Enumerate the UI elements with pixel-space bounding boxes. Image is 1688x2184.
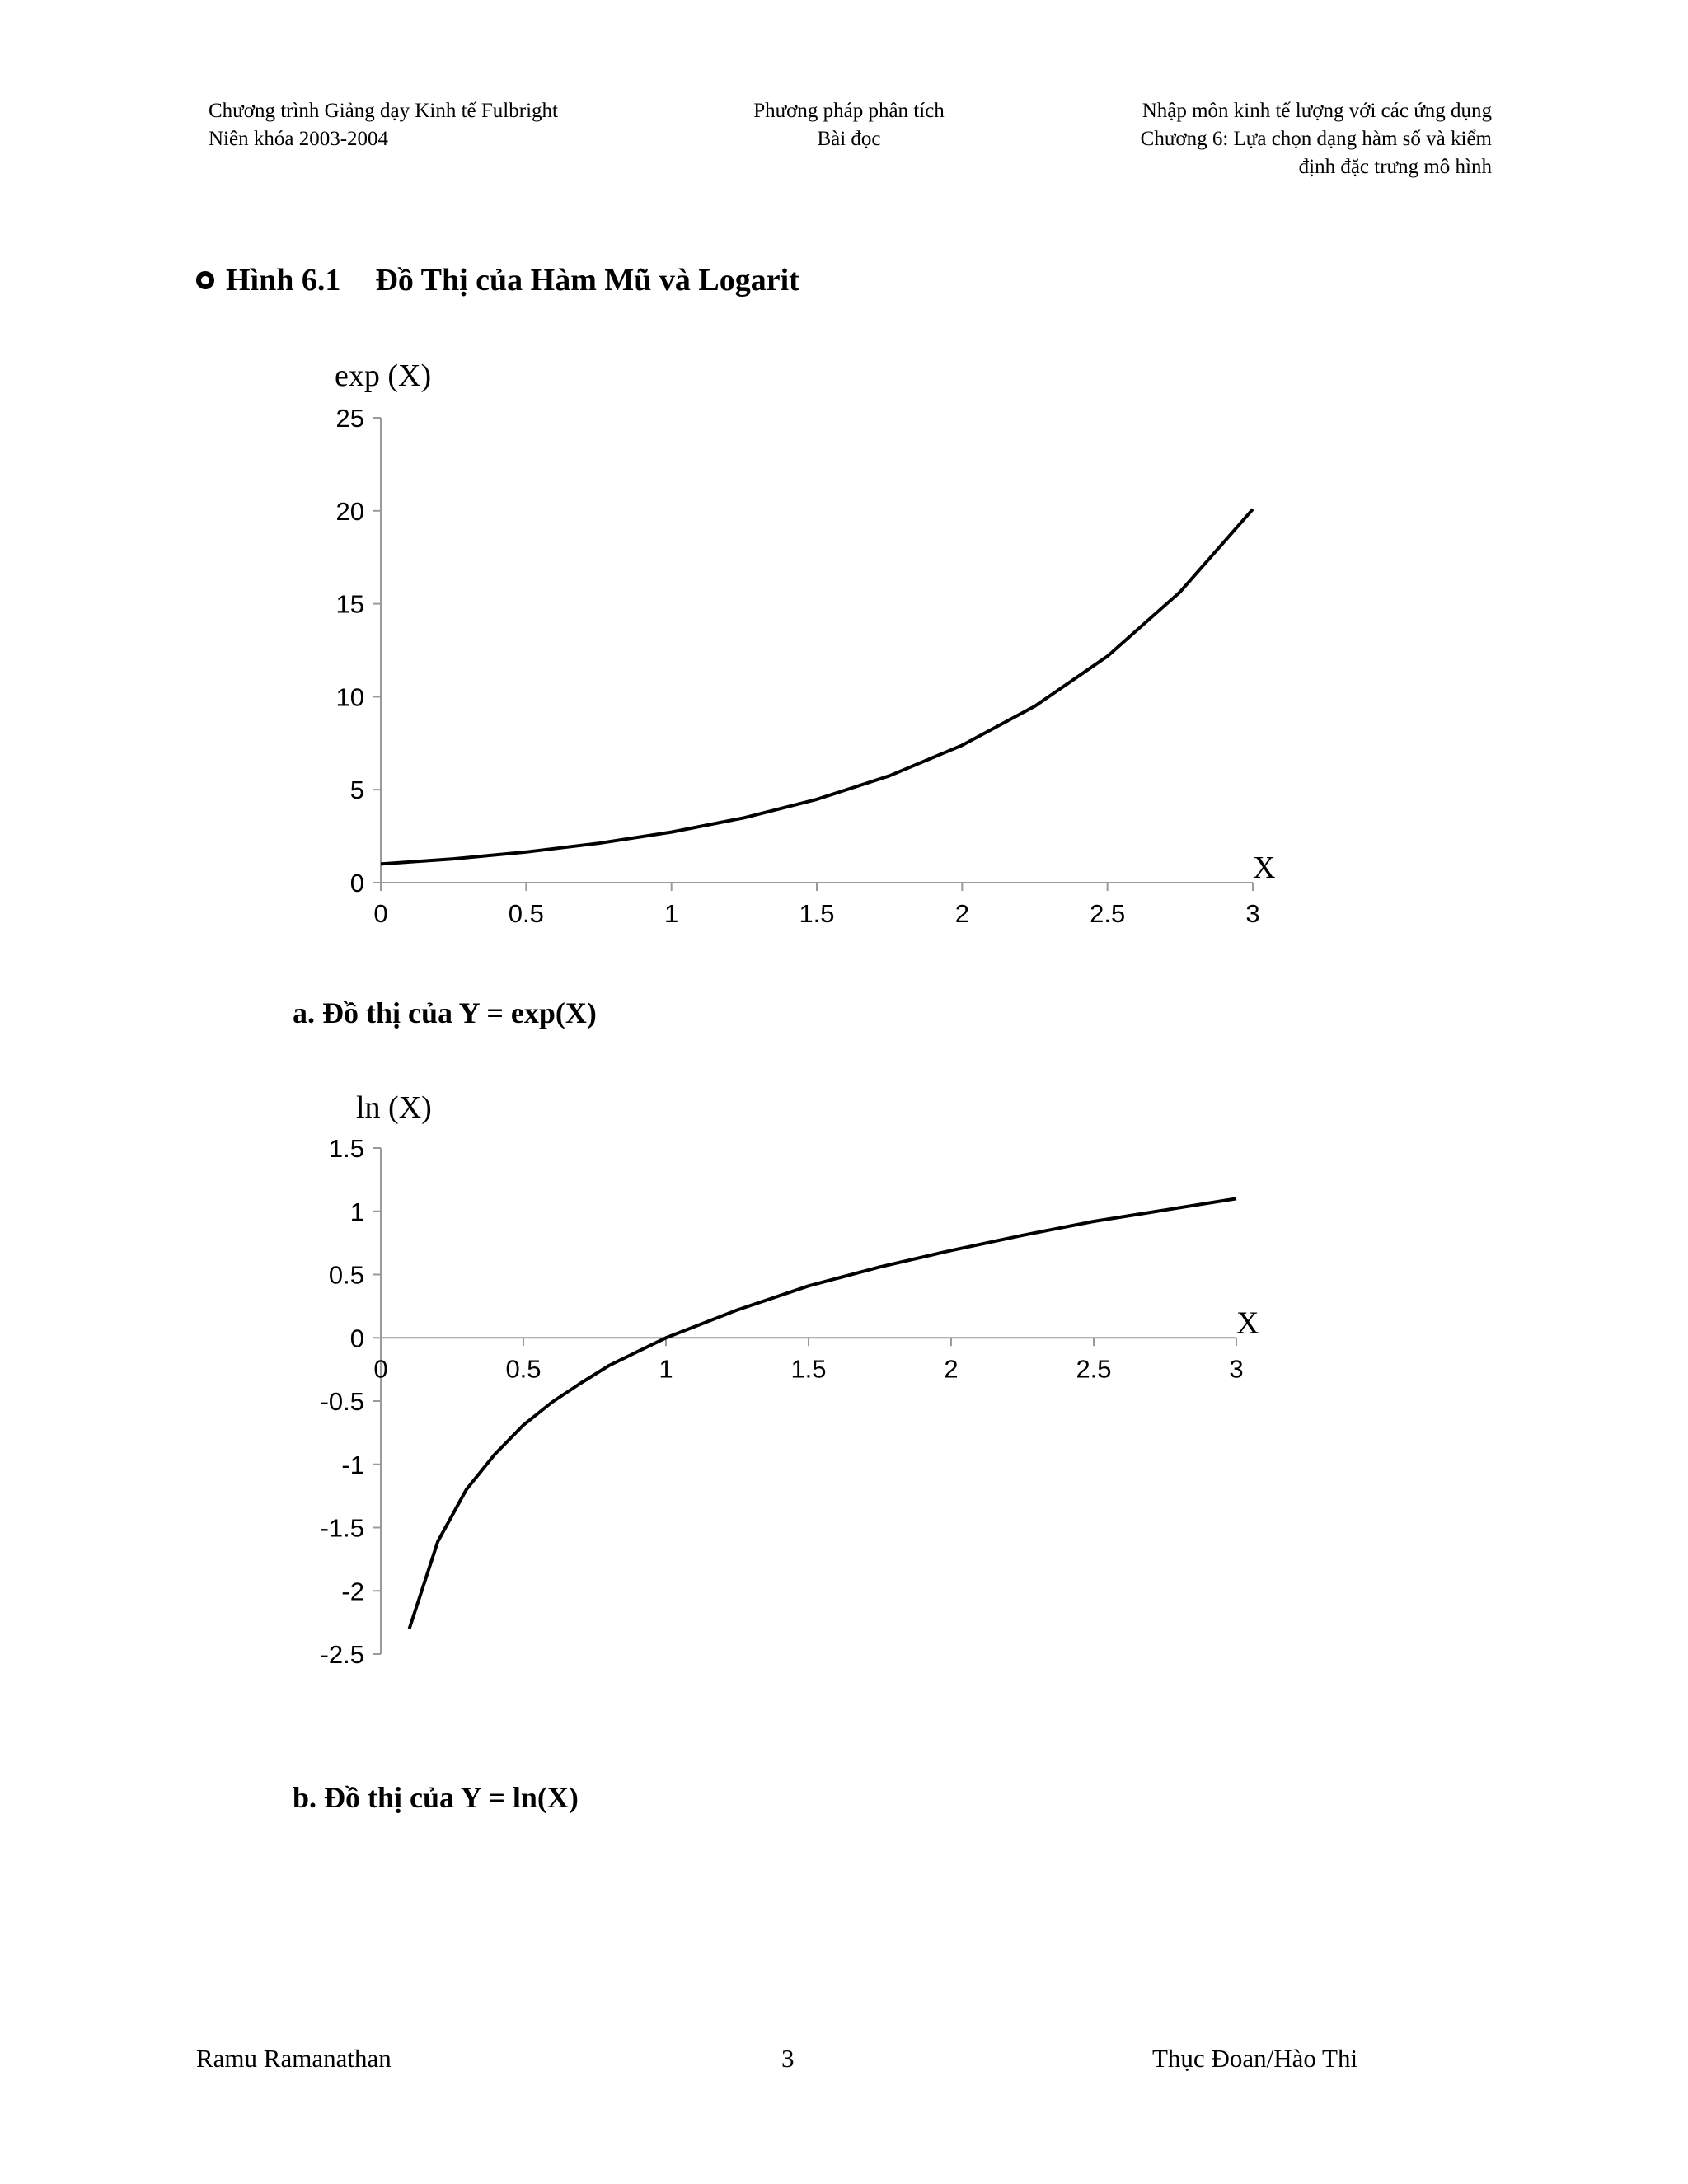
exp-x-tick-label: 1.5 bbox=[799, 899, 835, 928]
exp-x-tick-label: 0.5 bbox=[508, 899, 544, 928]
header-right bbox=[1141, 97, 1492, 181]
ln-x-tick-label: 3 bbox=[1229, 1354, 1244, 1384]
header-reading: Bài đọc bbox=[817, 128, 881, 150]
header-center bbox=[709, 97, 989, 153]
ln-x-tick-label: 2.5 bbox=[1076, 1354, 1112, 1384]
exp-y-tick-label: 20 bbox=[335, 496, 364, 526]
figure-number: Hình 6.1 bbox=[226, 263, 341, 298]
header-chapter-cont: định đặc trưng mô hình bbox=[1298, 156, 1492, 178]
header-program: Chương trình Giảng dạy Kinh tế Fulbright bbox=[209, 100, 558, 122]
page-number: 3 bbox=[781, 2044, 795, 2073]
ln-y-tick-label: -2.5 bbox=[320, 1640, 364, 1669]
exp-y-axis-title: exp (X) bbox=[335, 359, 432, 393]
header-method: Phương pháp phân tích bbox=[753, 100, 945, 122]
ln-y-tick-label: -1.5 bbox=[320, 1513, 364, 1543]
ln-chart-svg bbox=[0, 1080, 1319, 1706]
exp-x-tick-label: 2 bbox=[954, 899, 969, 928]
ln-y-tick-label: -2 bbox=[341, 1577, 364, 1606]
footer-author: Ramu Ramanathan bbox=[196, 2044, 392, 2073]
exp-x-tick-label: 2.5 bbox=[1090, 899, 1126, 928]
exp-x-axis-title: X bbox=[1253, 851, 1276, 885]
figure-title bbox=[196, 262, 799, 298]
ln-x-tick-label: 0 bbox=[373, 1354, 388, 1384]
ln-x-tick-label: 0.5 bbox=[505, 1354, 542, 1384]
figure-title-text: Đồ Thị của Hàm Mũ và Logarit bbox=[375, 263, 799, 298]
header-chapter: Chương 6: Lựa chọn dạng hàm số và kiểm bbox=[1140, 128, 1492, 150]
exp-x-tick-label: 0 bbox=[373, 899, 388, 928]
exp-y-tick-label: 0 bbox=[349, 869, 364, 898]
header-left bbox=[209, 97, 558, 153]
ln-x-tick-label: 1 bbox=[659, 1354, 673, 1384]
ln-y-tick-label: 1.5 bbox=[328, 1134, 364, 1163]
ln-y-tick-label: 0 bbox=[349, 1324, 364, 1353]
exp-x-tick-label: 3 bbox=[1245, 899, 1260, 928]
exp-y-tick-label: 15 bbox=[335, 589, 364, 619]
exp-chart-svg bbox=[0, 346, 1319, 956]
exp-y-tick-label: 25 bbox=[335, 404, 364, 433]
ln-x-tick-label: 1.5 bbox=[790, 1354, 827, 1384]
ln-y-tick-label: 0.5 bbox=[328, 1260, 364, 1290]
exp-x-tick-label: 1 bbox=[664, 899, 679, 928]
exp-series-line bbox=[381, 509, 1253, 865]
exp-y-tick-label: 5 bbox=[349, 776, 364, 805]
header-year: Niên khóa 2003-2004 bbox=[209, 128, 389, 150]
ln-y-tick-label: -0.5 bbox=[320, 1387, 364, 1416]
exp-chart bbox=[0, 346, 1319, 960]
ln-y-tick-label: 1 bbox=[349, 1197, 364, 1226]
footer-translators: Thục Đoan/Hào Thi bbox=[1152, 2044, 1358, 2073]
ln-y-tick-label: -1 bbox=[341, 1450, 364, 1479]
caption-a: a. Đồ thị của Y = exp(X) bbox=[293, 996, 597, 1029]
exp-y-tick-label: 10 bbox=[335, 682, 364, 712]
ln-x-axis-title: X bbox=[1236, 1305, 1259, 1341]
caption-b: b. Đồ thị của Y = ln(X) bbox=[293, 1781, 579, 1814]
ln-chart bbox=[0, 1080, 1319, 1710]
ln-x-tick-label: 2 bbox=[944, 1354, 959, 1384]
ln-y-axis-title: ln (X) bbox=[356, 1090, 432, 1125]
circle-bullet-icon bbox=[196, 271, 214, 289]
ln-series-line bbox=[410, 1198, 1236, 1629]
header-book: Nhập môn kinh tế lượng với các ứng dụng bbox=[1142, 100, 1492, 122]
